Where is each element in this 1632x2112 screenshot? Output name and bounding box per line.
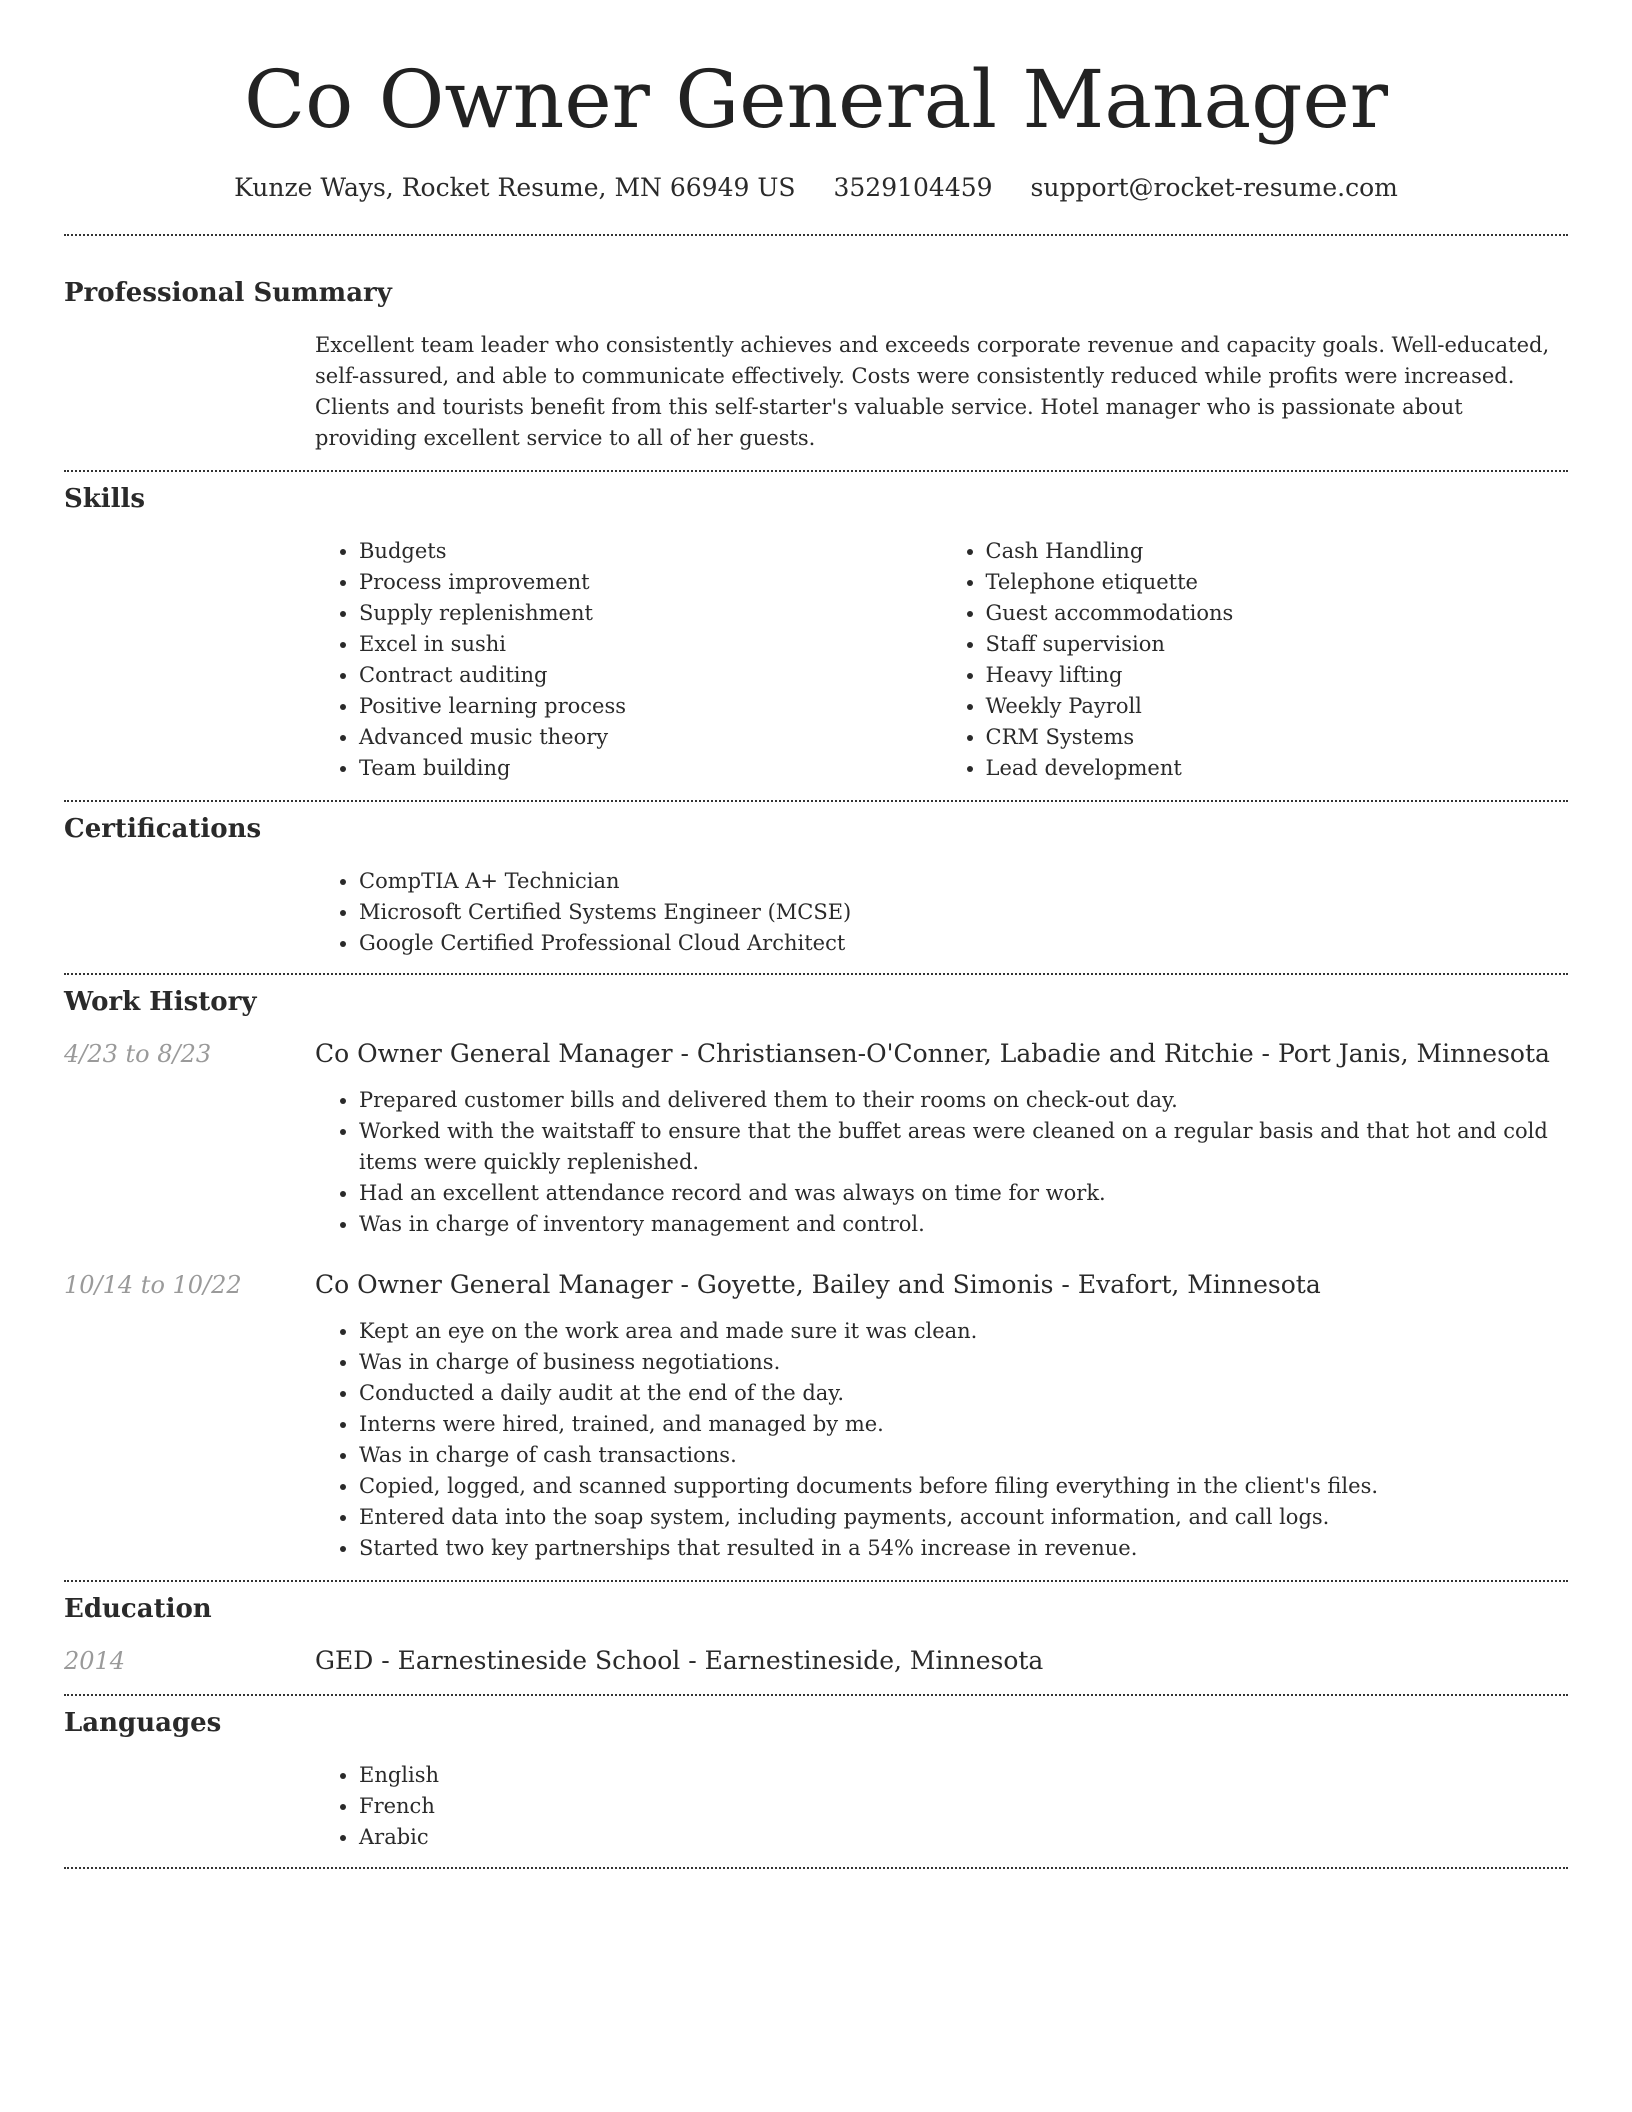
summary-section	[64, 236, 1568, 470]
job-bullet-list	[315, 1316, 1568, 1564]
job-dates: 4/23 to 8/23	[64, 1040, 212, 1068]
email: support@rocket-resume.com	[1030, 173, 1398, 202]
resume-header	[64, 0, 1568, 204]
skill-item: • Contract auditing	[359, 660, 942, 691]
contact-line	[64, 172, 1568, 204]
skill-item: • Budgets	[359, 536, 942, 567]
job-bullet: • Was in charge of cash transactions.	[359, 1440, 1568, 1471]
language-item: • French	[359, 1791, 1568, 1822]
languages-list	[315, 1760, 1568, 1853]
certification-item: • Microsoft Certified Systems Engineer (MCSE)	[359, 897, 1568, 928]
skill-item: • Positive learning process	[359, 691, 942, 722]
divider	[64, 1867, 1568, 1869]
skill-item: • Telephone etiquette	[986, 567, 1569, 598]
phone: 3529104459	[833, 173, 993, 202]
skill-item: • CRM Systems	[986, 722, 1569, 753]
skill-item: • Weekly Payroll	[986, 691, 1569, 722]
skills-list-right	[942, 536, 1569, 784]
job-bullet: • Was in charge of inventory management and control.	[359, 1209, 1568, 1240]
language-item: • Arabic	[359, 1822, 1568, 1853]
certification-item: • Google Certified Professional Cloud Architect	[359, 928, 1568, 959]
education-section	[64, 1582, 1568, 1694]
certification-item: • CompTIA A+ Technician	[359, 866, 1568, 897]
job-dates: 10/14 to 10/22	[64, 1271, 242, 1299]
job-bullet-list	[315, 1085, 1568, 1240]
job-entry	[64, 1268, 1568, 1564]
skill-item: • Cash Handling	[986, 536, 1569, 567]
skill-item: • Process improvement	[359, 567, 942, 598]
address: Kunze Ways, Rocket Resume, MN 66949 US	[234, 173, 796, 202]
skill-item: • Team building	[359, 753, 942, 784]
skill-item: • Staff supervision	[986, 629, 1569, 660]
skills-section	[64, 472, 1568, 800]
candidate-name: Co Owner General Manager	[243, 53, 1389, 146]
skill-item: • Advanced music theory	[359, 722, 942, 753]
job-bullet: • Kept an eye on the work area and made sure it was clean.	[359, 1316, 1568, 1347]
skill-item: • Heavy lifting	[986, 660, 1569, 691]
education-year: 2014	[64, 1647, 126, 1675]
job-bullet: • Started two key partnerships that resulted in a 54% increase in revenue.	[359, 1533, 1568, 1564]
job-bullet: • Prepared customer bills and delivered them to their rooms on check-out day.	[359, 1085, 1568, 1116]
job-bullet: • Copied, logged, and scanned supporting documents before filing everything in the client's files.	[359, 1471, 1568, 1502]
section-title-certifications: Certifications	[64, 814, 262, 844]
section-title-languages: Languages	[64, 1708, 222, 1738]
skill-item: • Lead development	[986, 753, 1569, 784]
job-bullet: • Worked with the waitstaff to ensure that the buffet areas were cleaned on a regular basis and that hot and cold items were quickly replenished.	[359, 1116, 1568, 1178]
skill-item: • Excel in sushi	[359, 629, 942, 660]
languages-section	[64, 1696, 1568, 1867]
section-title-summary: Professional Summary	[64, 278, 392, 308]
skills-list-left	[315, 536, 942, 784]
education-entry: GED - Earnestineside School - Earnestineside, Minnesota	[315, 1646, 1044, 1675]
job-heading: Co Owner General Manager - Christiansen-O'Conner, Labadie and Ritchie - Port Janis, Minnesota	[315, 1039, 1550, 1068]
work-history-section	[64, 975, 1568, 1580]
job-bullet: • Conducted a daily audit at the end of the day.	[359, 1378, 1568, 1409]
language-item: • English	[359, 1760, 1568, 1791]
job-entry	[64, 1037, 1568, 1240]
section-title-work-history: Work History	[64, 987, 257, 1017]
skill-item: • Guest accommodations	[986, 598, 1569, 629]
job-bullet: • Interns were hired, trained, and managed by me.	[359, 1409, 1568, 1440]
certifications-list	[315, 866, 1568, 959]
section-title-skills: Skills	[64, 484, 146, 514]
job-bullet: • Entered data into the soap system, including payments, account information, and call logs.	[359, 1502, 1568, 1533]
job-bullet: • Had an excellent attendance record and was always on time for work.	[359, 1178, 1568, 1209]
job-heading: Co Owner General Manager - Goyette, Bailey and Simonis - Evafort, Minnesota	[315, 1270, 1321, 1299]
skill-item: • Supply replenishment	[359, 598, 942, 629]
certifications-section	[64, 802, 1568, 973]
job-bullet: • Was in charge of business negotiations.	[359, 1347, 1568, 1378]
section-title-education: Education	[64, 1594, 212, 1624]
summary-text: Excellent team leader who consistently achieves and exceeds corporate revenue and capacity goals. Well-educated, self-assured, and able to communicate effectively. Costs were consistently reduced while profits were increased. Clients and tourists benefit from this self-starter's valuable service. Hotel manager who is passionate about providing excellent service to all of her guests.	[315, 333, 1550, 450]
